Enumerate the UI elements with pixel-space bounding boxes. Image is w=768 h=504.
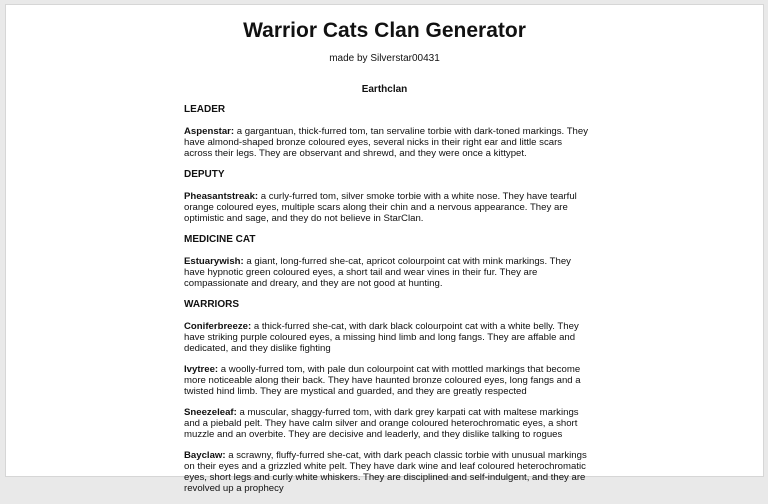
cat-description: a woolly-furred tom, with pale dun colourpoint cat with mottled markings that become more noticeable along their back. They have haunted bronze coloured eyes, long fangs and a twisted hind limb. They are mystical and guarded, and they are greatly respected: [184, 364, 581, 397]
page-title: Warrior Cats Clan Generator: [243, 19, 526, 42]
cat-name: Aspenstar:: [184, 126, 235, 137]
cat-entry: [184, 450, 589, 494]
cat-entry: [184, 191, 589, 224]
cat-name: Coniferbreeze:: [184, 321, 252, 332]
cat-name: Estuarywish:: [184, 256, 244, 267]
cat-name: Bayclaw:: [184, 450, 226, 461]
cat-entry: [184, 364, 589, 397]
clan-name: Earthclan: [361, 84, 408, 95]
cat-name: Ivytree:: [184, 364, 219, 375]
clan-content: [184, 104, 589, 504]
cat-description: a thick-furred she-cat, with dark black colourpoint cat with a white belly. They have striking purple coloured eyes, a missing hind limb and long fangs. They are affable and dedicated, and they dislike fighting: [184, 321, 579, 354]
section-heading-deputy: DEPUTY: [184, 169, 225, 180]
cat-entry: [184, 126, 589, 159]
cat-name: Pheasantstreak:: [184, 191, 259, 202]
credit-text: made by Silverstar00431: [329, 53, 440, 64]
page-frame: [5, 4, 764, 494]
cat-description: a gargantuan, thick-furred tom, tan servaline torbie with dark-toned markings. They have almond-shaped bronze coloured eyes, several nicks in their right ear and little scars across their legs. They are observant and shrewd, and they were once a kittypet.: [184, 126, 589, 159]
section-heading-warriors: WARRIORS: [184, 299, 239, 310]
cat-name: Sneezeleaf:: [184, 407, 237, 418]
cat-description: a scrawny, fluffy-furred she-cat, with dark peach classic torbie with unusual markings on their eyes and a grizzled white pelt. They have dark wine and leaf coloured heterochromatic eyes, short legs and curly white whiskers. They are disciplined and self-indulgent, and they are revolved up a prophecy: [184, 450, 587, 494]
cat-description: a muscular, shaggy-furred tom, with dark grey karpati cat with maltese markings and a piebald pelt. They have calm silver and orange coloured heterochromatic eyes, a short muzzle and an overbite. They are decisive and leaderly, and they dislike talking to rogues: [184, 407, 579, 440]
section-heading-leader: LEADER: [184, 104, 226, 115]
cat-entry: [184, 321, 589, 354]
cat-entry: [184, 407, 589, 440]
cat-description: a giant, long-furred she-cat, apricot colourpoint cat with mink markings. They have hypnotic green coloured eyes, a short tail and wear vines in their fur. They are compassionate and dreary, and they are not good at hunting.: [184, 256, 571, 289]
section-heading-medicine-cat: MEDICINE CAT: [184, 234, 256, 245]
cat-description: a curly-furred tom, silver smoke torbie with a white nose. They have tearful orange coloured eyes, multiple scars along their chin and a nervous appearance. They are optimistic and sage, and they do not believe in StarClan.: [184, 191, 577, 224]
cat-entry: [184, 256, 589, 289]
